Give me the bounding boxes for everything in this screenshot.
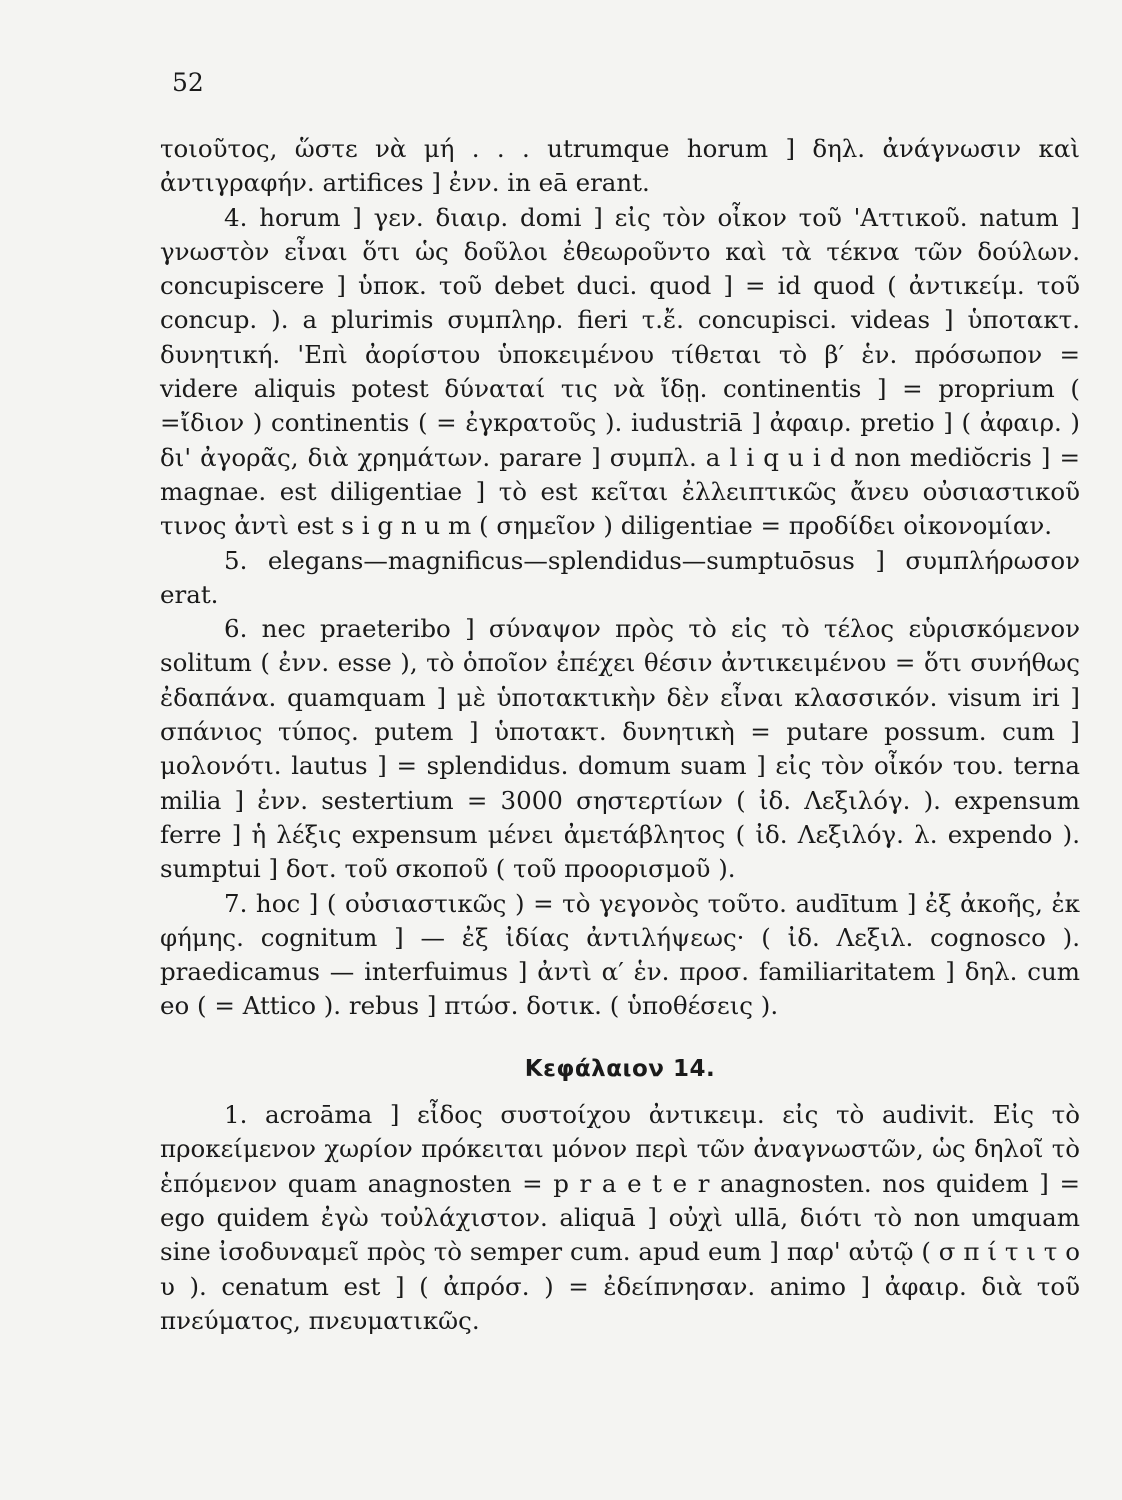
paragraph-note-7: 7. hoc ] ( οὐσιαστικῶς ) = τὸ γεγονὸς τοῦτο. audītum ] ἐξ ἀκοῆς, ἐκ φήμης. cognitum ] — ἐξ ἰδίας ἀντιλήψεως· ( ἰδ. Λεξιλ. cognosco ). praedicamus — interfuimus ] ἀντὶ α′ ἑν. προσ. familiaritatem ] δηλ. cum eo ( = Attico ). rebus ] πτώσ. δοτικ. ( ὑποθέσεις ). [160,888,1080,1021]
paragraph-chapter14-note-1: 1. acroāma ] εἶδος συστοίχου ἀντικειμ. εἰς τὸ audivit. Εἰς τὸ προκείμενον χωρίον πρόκειται μόνον περὶ τῶν ἀναγνωστῶν, ὡς δηλοῖ τὸ ἑπόμενον quam anagnosten = p r a e t e r anagnosten. nos quidem ] = ego quidem ἐγὼ τοὐλάχιστον. aliquā ] οὐχὶ ullā, διότι τὸ non umquam sine ἰσοδυναμεῖ πρὸς τὸ semper cum. apud eum ] παρ' αὐτῷ ( σ π ί τ ι τ ο υ ). cenatum est ] ( ἀπρόσ. ) = ἐδείπνησαν. animo ] ἀφαιρ. διὰ τοῦ πνεύματος, πνευματικῶς. [160,1100,1080,1335]
chapter-heading: Κεφάλαιον 14. [524,1055,716,1082]
paragraph-note-6: 6. nec praeteribo ] σύναψον πρὸς τὸ εἰς τὸ τέλος εὑρισκόμενον solitum ( ἐνν. esse ), τὸ ὁποῖον ἐπέχει θέσιν ἀντικειμένου = ὅτι συνήθως ἐδαπάνα. quamquam ] μὲ ὑποτακτικὴν δὲν εἶναι κλασσικόν. visum iri ] σπάνιος τύπος. putem ] ὑποτακτ. δυνητικὴ = putare possum. cum ] μολονότι. lautus ] = splendidus. domum suam ] εἰς τὸν οἶκόν του. terna milia ] ἐνν. sestertium = 3000 σηστερτίων ( ἰδ. Λεξιλόγ. ). expensum ferre ] ἡ λέξις expensum μένει ἀμετάβλητος ( ἰδ. Λεξιλόγ. λ. expendo ). sumptui ] δοτ. τοῦ σκοποῦ ( τοῦ προορισμοῦ ). [160,614,1080,884]
page-number: 52 [172,68,204,97]
paragraph-note-5: 5. elegans—magnificus—splendidus—sumptuōsus ] συμπλήρωσον erat. [160,545,1080,609]
paragraph-continuation: τοιοῦτος, ὥστε νὰ μή . . . utrumque horum ] δηλ. ἀνάγνωσιν καὶ ἀντιγραφήν. artifices ] ἐνν. in eā erant. [160,134,1080,198]
paragraph-note-4: 4. horum ] γεν. διαιρ. domi ] εἰς τὸν οἶκον τοῦ 'Αττικοῦ. natum ] γνωστὸν εἶναι ὅτι ὡς δοῦλοι ἐθεωροῦντο καὶ τὰ τέκνα τῶν δούλων. concupiscere ] ὑποκ. τοῦ debet duci. quod ] = id quod ( ἀντικείμ. τοῦ concup. ). a plurimis συμπληρ. fieri τ.ἔ. concupisci. videas ] ὑποτακτ. δυνητική. 'Επὶ ἀορίστου ὑποκειμένου τίθεται τὸ β′ ἑν. πρόσωπον = videre aliquis potest δύναταί τις νὰ ἴδῃ. continentis ] = proprium ( =ἴδιον ) continentis ( = ἐγκρατοῦς ). iudustriā ] ἀφαιρ. pretio ] ( ἀφαιρ. ) δι' ἀγορᾶς, διὰ χρημάτων. parare ] συμπλ. a l i q u i d non mediŏcris ] = magnae. est diligentiae ] τὸ est κεῖται ἐλλειπτικῶς ἄνευ οὐσιαστικοῦ τινος ἀντὶ est s i g n u m ( σημεῖον ) diligentiae = προδίδει οἰκονομίαν. [160,202,1080,541]
commentary-text [160,132,1080,1338]
